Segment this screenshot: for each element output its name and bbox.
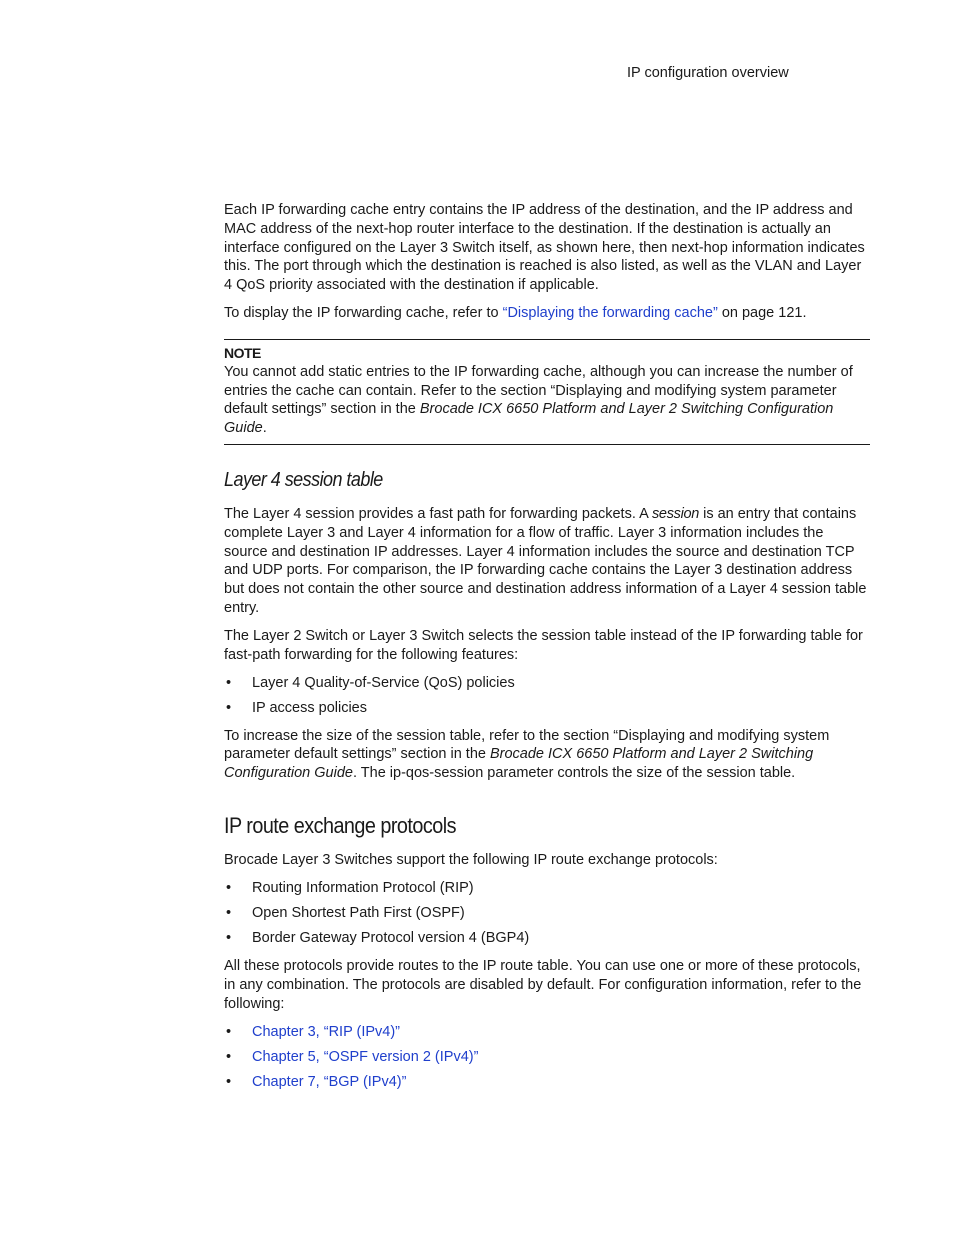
intro-paragraph: Each IP forwarding cache entry contains the IP address of the destination, and the IP address and MAC address of the next-hop router interface to the destination. If the destination is actually an interface configured on the Layer 3 Switch itself, as shown here, then next-hop information indicates this. The port through which the destination is reached is also listed, as well as the VLAN and Layer 4 QoS priority associated with the destination if applicable. <box>224 202 865 294</box>
note-text-post: . <box>262 420 267 437</box>
note-guide-title: Brocade ICX 6650 Platform and Layer 2 Switching Configuration Guide <box>224 401 834 437</box>
protocols-paragraph-2: All these protocols provide routes to the IP route table. You can use one or more of these protocols, in any combination. The protocols are disabled by default. For configuration information, refer to the following: <box>224 958 862 1012</box>
list-item-text: Open Shortest Path First (OSPF) <box>252 905 465 922</box>
session-paragraph-3 <box>224 727 870 783</box>
chapter-link-list <box>224 1023 870 1092</box>
section-heading-route-protocols: IP route exchange protocols <box>224 813 456 839</box>
session-size-text-pre: To increase the size of the session table, refer to the section “Displaying and modifying system parameter default settings” section in the <box>224 727 830 763</box>
list-item <box>224 674 870 693</box>
bullet-icon: • <box>226 905 232 922</box>
bullet-icon: • <box>226 1023 232 1040</box>
page-content <box>224 201 870 1101</box>
intro-reference-paragraph <box>224 304 870 323</box>
list-item <box>224 929 870 948</box>
bullet-icon: • <box>226 1048 232 1065</box>
list-item <box>224 1048 870 1067</box>
session-text-pre: The Layer 4 session provides a fast path for forwarding packets. A <box>224 505 652 522</box>
list-item-text: IP access policies <box>252 699 367 716</box>
chapter-link-bgp[interactable]: Chapter 7, “BGP (IPv4)” <box>252 1073 407 1090</box>
list-item <box>224 699 870 718</box>
reference-text: To display the IP forwarding cache, refer to <box>224 305 503 322</box>
bullet-icon: • <box>226 699 232 716</box>
protocol-list <box>224 879 870 948</box>
bullet-icon: • <box>226 674 232 691</box>
session-guide-title: Brocade ICX 6650 Platform and Layer 2 Switching Configuration Guide <box>224 746 814 782</box>
reference-text-post: on page 121. <box>717 305 807 322</box>
session-text-post: is an entry that contains complete Layer 3 and Layer 4 information for a flow of traffic. Layer 3 information includes the source and destination IP addresses. Layer 4 information includes the source and destination TCP and UDP ports. For comparison, the IP forwarding cache contains the Layer 3 destination address but does not contain the other source and destination address information of a Layer 4 session table entry. <box>224 505 867 616</box>
list-item <box>224 1023 870 1042</box>
section-heading-session-table: Layer 4 session table <box>224 468 383 491</box>
session-feature-list <box>224 674 870 718</box>
protocols-paragraph-1: Brocade Layer 3 Switches support the following IP route exchange protocols: <box>224 852 718 869</box>
session-term: session <box>651 505 700 522</box>
session-paragraph-1 <box>224 505 870 618</box>
running-header: IP configuration overview <box>627 65 789 81</box>
chapter-link-rip[interactable]: Chapter 3, “RIP (IPv4)” <box>252 1023 401 1040</box>
note-box <box>224 339 870 445</box>
chapter-link-ospf[interactable]: Chapter 5, “OSPF version 2 (IPv4)” <box>252 1048 479 1065</box>
list-item-text: Border Gateway Protocol version 4 (BGP4) <box>252 930 530 947</box>
list-item <box>224 1073 870 1092</box>
list-item <box>224 904 870 923</box>
session-size-text-post: . The ip-qos-session parameter controls the size of the session table. <box>352 765 796 782</box>
note-title: NOTE <box>224 344 261 361</box>
bullet-icon: • <box>226 1073 232 1090</box>
bullet-icon: • <box>226 880 232 897</box>
list-item <box>224 879 870 898</box>
list-item-text: Layer 4 Quality-of-Service (QoS) policies <box>252 674 515 691</box>
list-item-text: Routing Information Protocol (RIP) <box>252 880 474 897</box>
bullet-icon: • <box>226 930 232 947</box>
note-text-pre: You cannot add static entries to the IP forwarding cache, although you can increase the number of entries the cache can contain. Refer to the section “Displaying and modifying system parameter default settings” section in the <box>224 363 853 418</box>
session-paragraph-2: The Layer 2 Switch or Layer 3 Switch selects the session table instead of the IP forwarding table for fast-path forwarding for the following features: <box>224 627 863 663</box>
forwarding-cache-link[interactable]: “Displaying the forwarding cache” <box>502 305 718 322</box>
note-text <box>224 363 870 438</box>
